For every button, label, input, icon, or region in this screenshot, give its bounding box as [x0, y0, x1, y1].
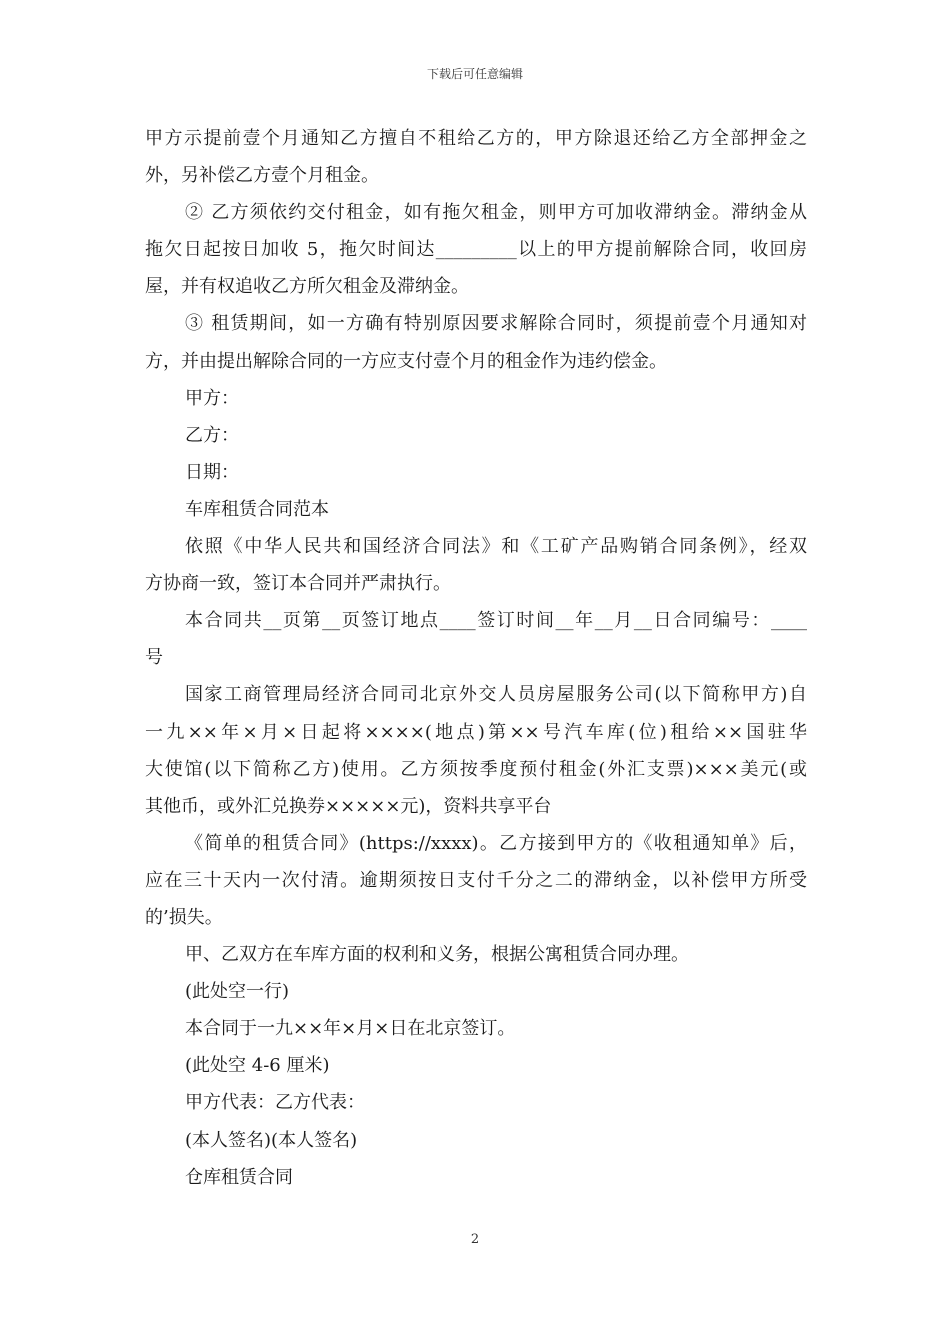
page-header: [0, 66, 950, 82]
text-line: 车库租赁合同范本: [185, 498, 329, 520]
text-line: 甲、乙双方在车库方面的权利和义务，根据公寓租赁合同办理。: [185, 944, 689, 966]
text-line: (此处空 4-6 厘米): [185, 1055, 330, 1077]
text-line: 甲方：: [185, 387, 239, 409]
text-line: 应在三十天内一次付清。逾期须按日支付千分之二的滞纳金，以补偿甲方所受: [145, 869, 807, 891]
text-line: 号: [145, 647, 163, 669]
text-line: 方协商一致，签订本合同并严肃执行。: [145, 573, 451, 595]
text-line: 本合同共__页第__页签订地点____签订时间__年__月__日合同编号：____: [185, 610, 807, 632]
text-line: 乙方：: [185, 424, 239, 446]
text-line: 甲方代表：乙方代表：: [185, 1092, 365, 1114]
text-line: 仓库租赁合同: [185, 1166, 293, 1188]
text-line: 日期：: [185, 461, 239, 483]
text-line: 屋，并有权追收乙方所欠租金及滞纳金。: [145, 276, 469, 298]
text-line: 甲方示提前壹个月通知乙方擅自不租给乙方的，甲方除退还给乙方全部押金之: [145, 128, 807, 149]
text-line: 一九××年×月×日起将××××(地点)第××号汽车库(位)租给××国驻华: [145, 721, 807, 743]
text-line: 外，另补偿乙方壹个月租金。: [145, 165, 379, 187]
text-line: ③ 租赁期间，如一方确有特别原因要求解除合同时，须提前壹个月通知对: [185, 313, 807, 335]
text-line: ② 乙方须依约交付租金，如有拖欠租金，则甲方可加收滞纳金。滞纳金从: [185, 202, 807, 224]
text-line: 《简单的租赁合同》(https://xxxx)。乙方接到甲方的《收租通知单》后，: [185, 832, 807, 854]
text-line: (本人签名)(本人签名): [185, 1129, 358, 1151]
text-line: 依照《中华人民共和国经济合同法》和《工矿产品购销合同条例》，经双: [185, 536, 807, 558]
page-number-text: 2: [470, 1232, 480, 1247]
text-line: 国家工商管理局经济合同司北京外交人员房屋服务公司(以下简称甲方)自: [185, 684, 807, 706]
text-line: 本合同于一九××年×月×日在北京签订。: [185, 1018, 516, 1040]
text-line: 大使馆(以下简称乙方)使用。乙方须按季度预付租金(外汇支票)×××美元(或: [145, 758, 807, 780]
text-line: (此处空一行): [185, 981, 290, 1003]
text-line: 的’损失。: [145, 906, 223, 928]
page-number: [0, 1232, 950, 1248]
document-body: [145, 120, 807, 1196]
header-text: 下载后可任意编辑: [426, 67, 523, 81]
text-line: 其他币，或外汇兑换券×××××元)，资料共享平台: [145, 795, 552, 817]
text-line: 拖欠日起按日加收 5，拖欠时间达_________以上的甲方提前解除合同，收回房: [145, 239, 807, 261]
text-line: 方，并由提出解除合同的一方应支付壹个月的租金作为违约偿金。: [145, 350, 667, 372]
